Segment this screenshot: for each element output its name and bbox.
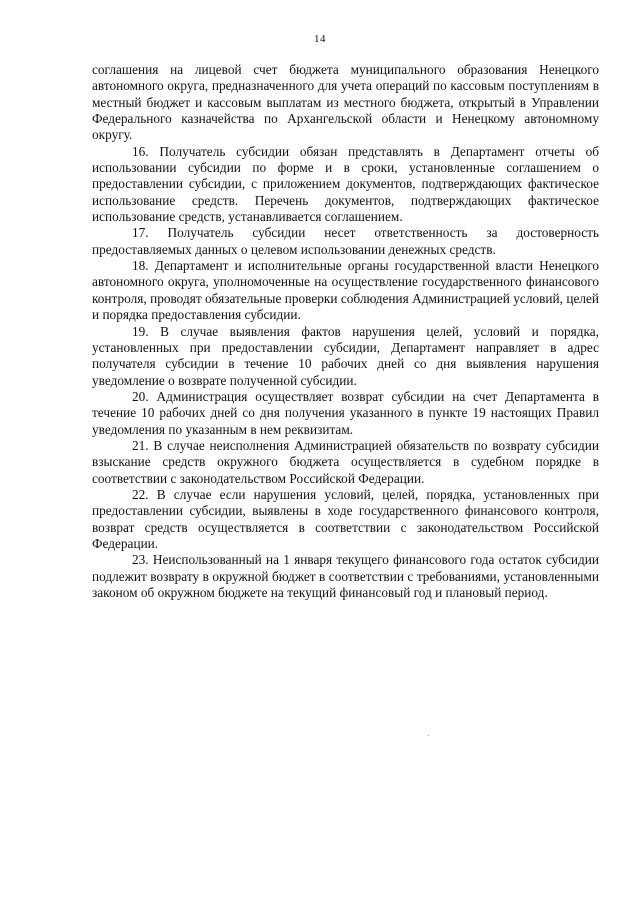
document-body <box>92 62 599 601</box>
page-number: 14 <box>314 33 326 45</box>
paragraph-21: 21. В случае неисполнения Администрацией обязательств по возврату субсидии взыскание средств окружного бюджета осуществляется в судебном порядке в соответствии с законодательством Российской Федерации. <box>92 437 599 486</box>
scan-artifact <box>428 735 429 736</box>
paragraph-20: 20. Администрация осуществляет возврат субсидии на счет Департамента в течение 10 рабочих дней со дня получения указанного в пункте 19 настоящих Правил уведомления по указанным в нем реквизитам. <box>92 388 599 437</box>
paragraph-17: 17. Получатель субсидии несет ответственность за достоверность предоставляемых данных о целевом использовании денежных средств. <box>92 225 599 257</box>
paragraph-22: 22. В случае если нарушения условий, целей, порядка, установленных при предоставлении субсидии, выявлены в ходе государственного финансового контроля, возврат средств осуществляется в соответствии с законодательством Российской Федерации. <box>92 486 599 551</box>
paragraph-16: 16. Получатель субсидии обязан представлять в Департамент отчеты об использовании субсидии по форме и в сроки, установленные соглашением о предоставлении субсидии, с приложением документов, подтверждающих фактическое использование средств. Перечень документов, подтверждающих фактическое использование средств, устанавливается соглашением. <box>92 143 599 225</box>
paragraph-23: 23. Неиспользованный на 1 января текущего финансового года остаток субсидии подлежит возврату в окружной бюджет в соответствии с требованиями, установленными законом об окружном бюджете на текущий финансовый год и плановый период. <box>92 552 599 600</box>
paragraph-19: 19. В случае выявления фактов нарушения целей, условий и порядка, установленных при предоставлении субсидии, Департамент направляет в адрес получателя субсидии в течение 10 рабочих дней со дня выявления нарушения уведомление о возврате полученной субсидии. <box>92 323 599 388</box>
paragraph-continuation: соглашения на лицевой счет бюджета муниципального образования Ненецкого автономного округа, предназначенного для учета операций по кассовым поступлениям в местный бюджет и кассовым выплатам из местного бюджета, открытый в Управлении Федерального казначейства по Архангельской области и Ненецкому автономному округу. <box>92 62 599 143</box>
paragraph-18: 18. Департамент и исполнительные органы государственной власти Ненецкого автономного округа, уполномоченные на осуществление государственного финансового контроля, проводят обязательные проверки соблюдения Администрацией условий, целей и порядка предоставления субсидии. <box>92 258 599 323</box>
